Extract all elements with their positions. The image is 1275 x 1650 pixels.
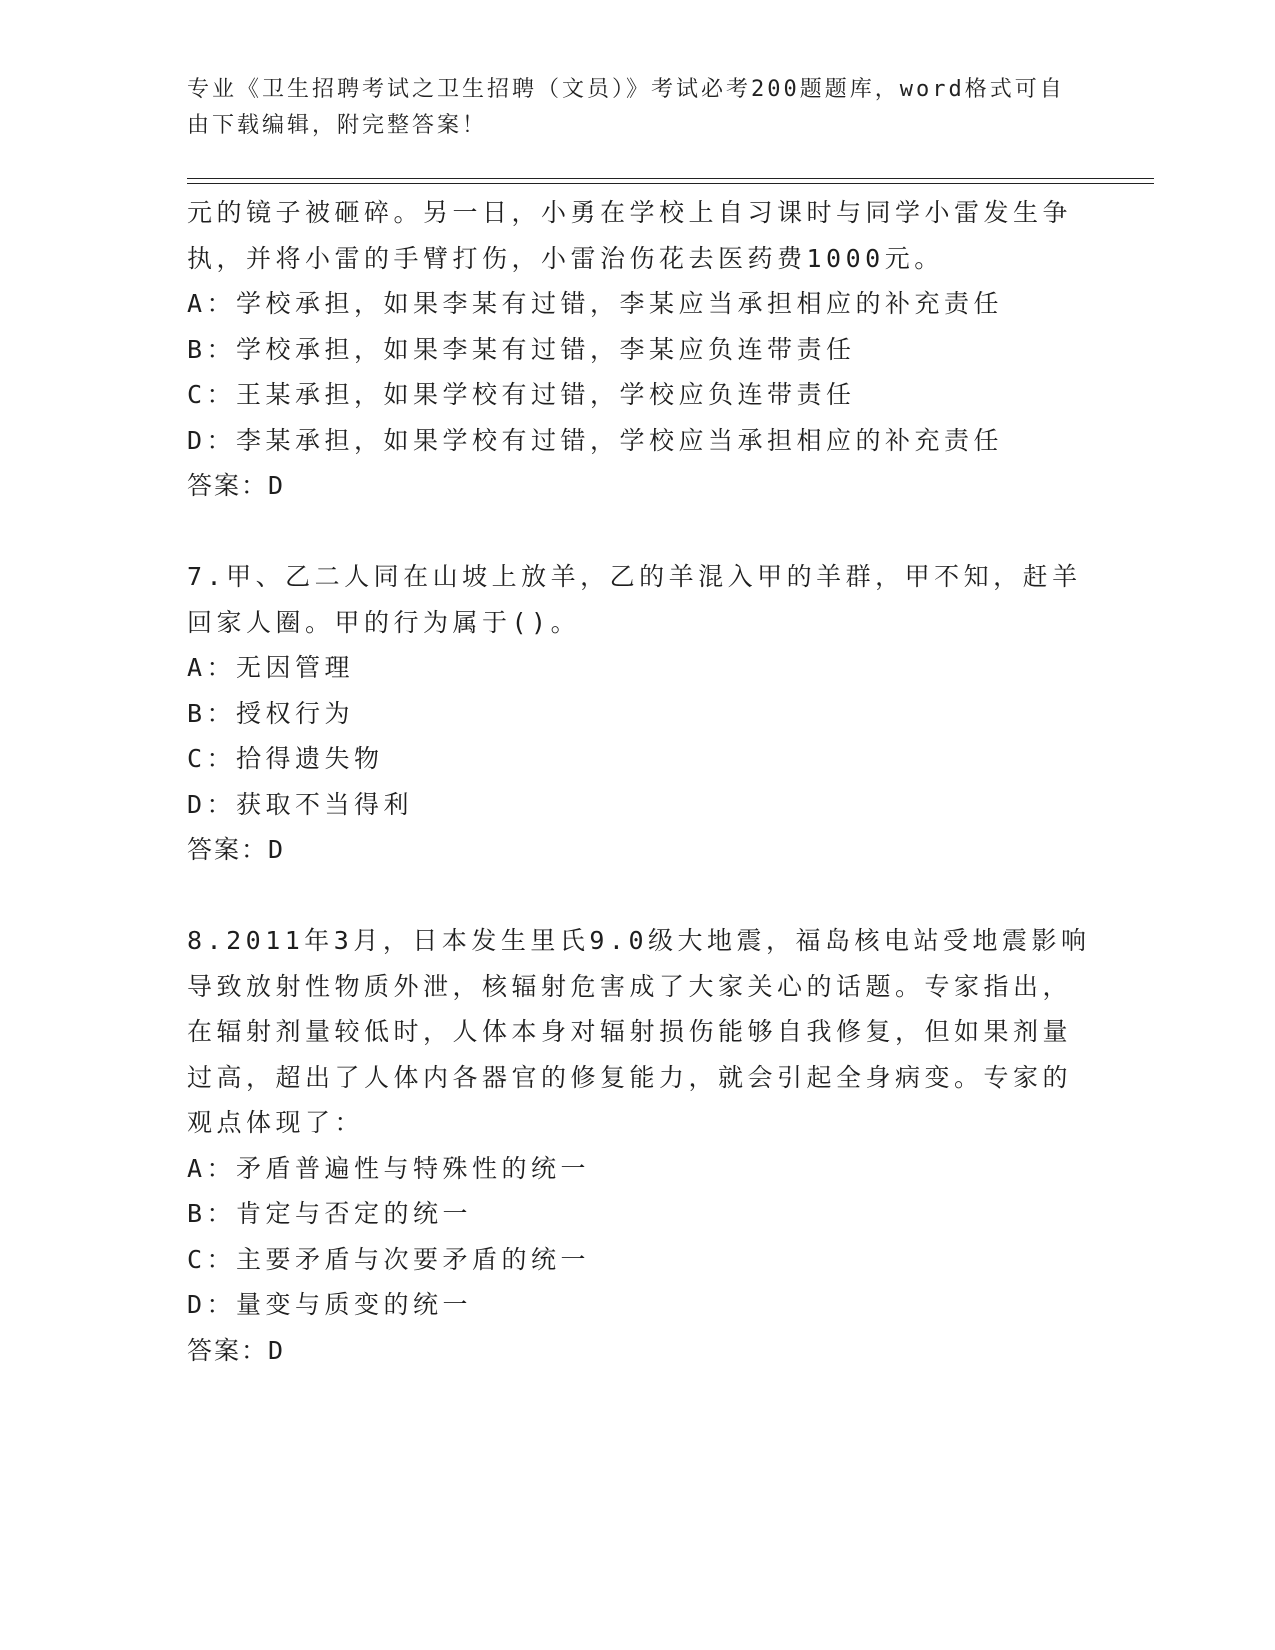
header-rule-bottom (187, 183, 1154, 184)
question-stem-line: 元的镜子被砸碎。另一日，小勇在学校上自习课时与同学小雷发生争 (187, 198, 1073, 227)
spacer (187, 509, 1087, 555)
option-a: A：学校承担，如果李某有过错，李某应当承担相应的补充责任 (187, 289, 1004, 318)
spacer (187, 873, 1087, 919)
document-header (187, 72, 1067, 144)
question-stem-line: 回家人圈。甲的行为属于()。 (187, 607, 581, 637)
question-stem-line: 在辐射剂量较低时，人体本身对辐射损伤能够自我修复，但如果剂量 (187, 1017, 1073, 1046)
option-a: A：矛盾普遍性与特殊性的统一 (187, 1153, 591, 1183)
option-d: D：获取不当得利 (187, 789, 414, 819)
question-7 (187, 554, 1087, 873)
question-8 (187, 918, 1091, 1373)
question-stem-line: 执，并将小雷的手臂打伤，小雷治伤花去医药费1000元。 (187, 243, 944, 273)
option-d: D：量变与质变的统一 (187, 1290, 473, 1319)
question-stem-line: 7.甲、乙二人同在山坡上放羊，乙的羊混入甲的羊群，甲不知，赶羊 (187, 562, 1082, 591)
option-b: B：授权行为 (187, 698, 355, 728)
question-stem-line: 8.2011年3月，日本发生里氏9.0级大地震，福岛核电站受地震影响 (187, 926, 1091, 955)
answer: 答案：D (187, 1335, 286, 1365)
answer: 答案：D (187, 835, 286, 864)
question-stem-line: 过高，超出了人体内各器官的修复能力，就会引起全身病变。专家的 (187, 1062, 1073, 1092)
option-b: B：肯定与否定的统一 (187, 1199, 473, 1228)
question-6 (187, 190, 1087, 509)
option-a: A：无因管理 (187, 653, 355, 682)
question-stem-line: 观点体现了： (187, 1108, 365, 1137)
answer: 答案：D (187, 471, 286, 500)
header-title-line-1: 专业《卫生招聘考试之卫生招聘（文员）》考试必考200题题库，word格式可自 (187, 77, 1065, 102)
option-c: C：王某承担，如果学校有过错，学校应负连带责任 (187, 380, 856, 409)
option-b: B：学校承担，如果李某有过错，李某应负连带责任 (187, 334, 856, 364)
header-rule-top (187, 178, 1154, 179)
header-title-line-2: 由下载编辑，附完整答案！ (187, 113, 488, 138)
question-stem-line: 导致放射性物质外泄，核辐射危害成了大家关心的话题。专家指出， (187, 971, 1073, 1001)
option-c: C：拾得遗失物 (187, 744, 384, 773)
option-c: C：主要矛盾与次要矛盾的统一 (187, 1244, 591, 1274)
option-d: D：李某承担，如果学校有过错，学校应当承担相应的补充责任 (187, 425, 1004, 455)
document-body (187, 190, 1091, 1373)
